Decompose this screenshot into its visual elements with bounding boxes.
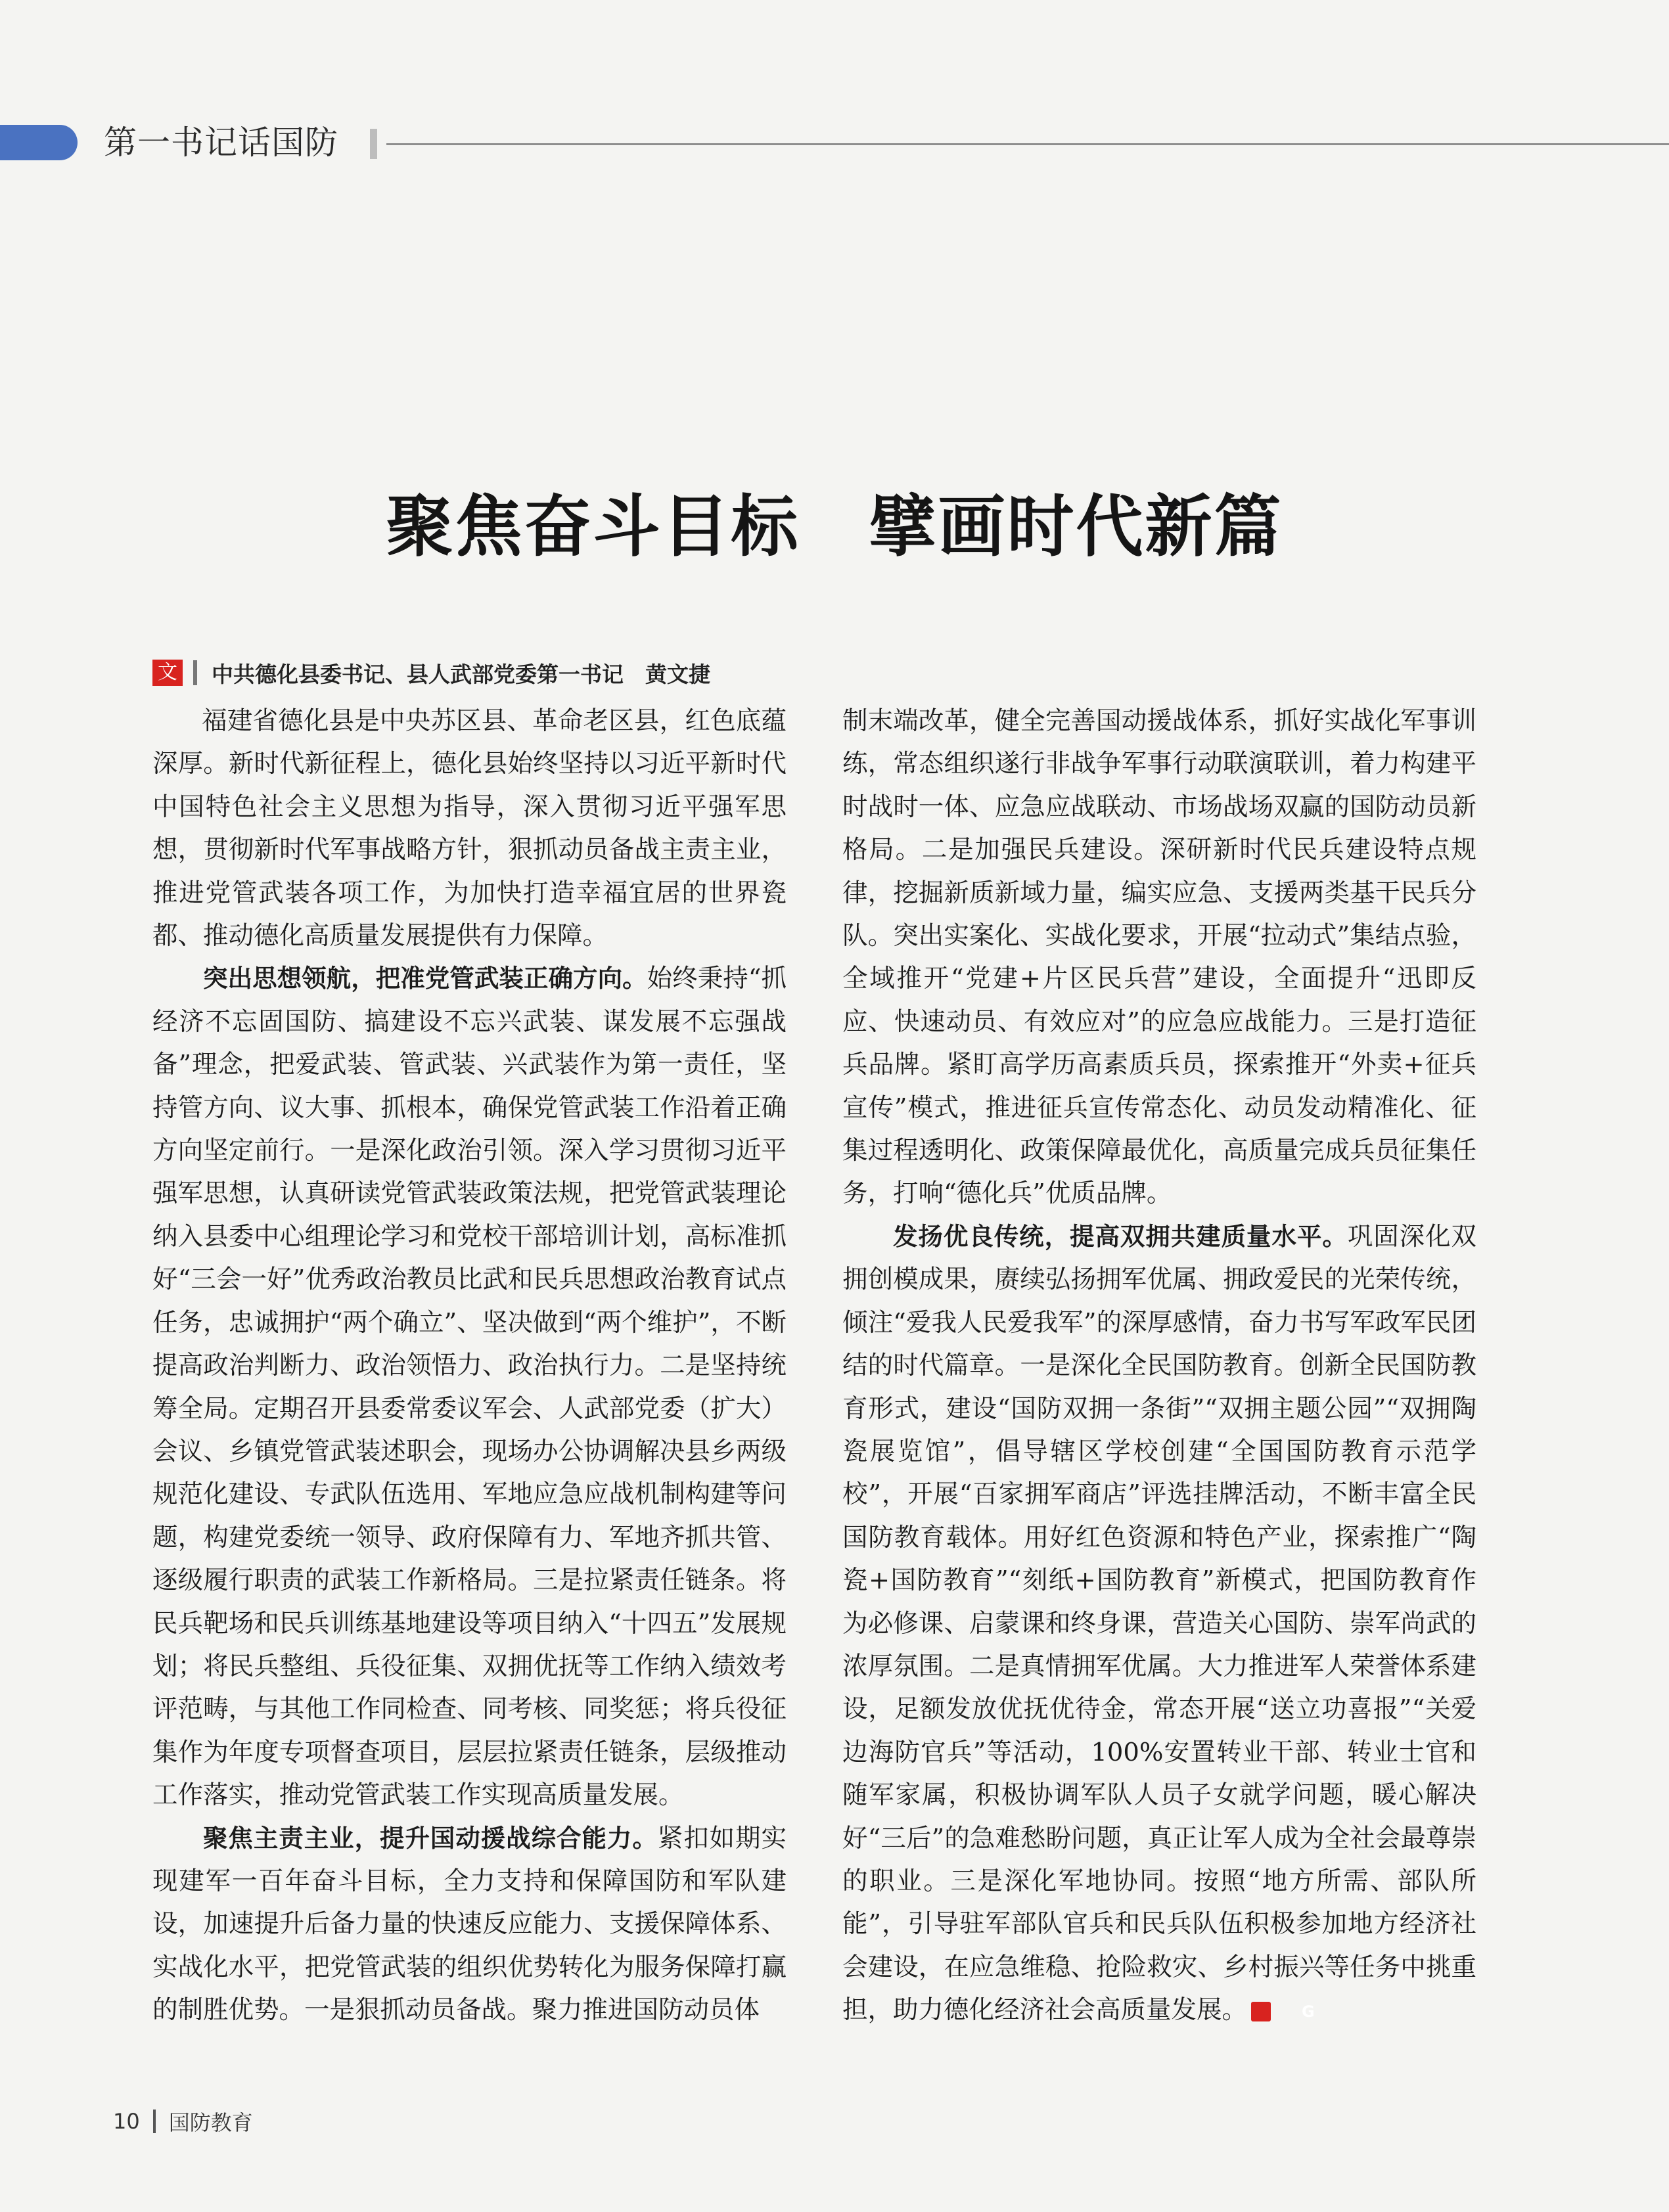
paragraph-body: 紧扣如期实现建军一百年奋斗目标，全力支持和保障国防和军队建设，加速提升后备力量的快速反应能力、支援保障体系、实战化水平，把党管武装的组织优势转化为服务保障打赢的制胜优势。一是狠抓动员备战。聚力推进国防动员体 — [152, 1823, 787, 2025]
page-number: 10 — [113, 2109, 140, 2134]
paragraph-fine-traditions — [842, 1215, 1476, 2032]
paragraph-main-responsibility — [152, 1817, 787, 2032]
paragraph-lead: 突出思想领航，把准党管武装正确方向。 — [203, 964, 647, 993]
paragraph-lead: 发扬优良传统，提高双拥共建质量水平。 — [893, 1221, 1348, 1251]
byline-divider — [193, 660, 197, 685]
end-mark-icon: G — [1251, 2002, 1271, 2021]
magazine-name: 国防教育 — [168, 2110, 253, 2135]
paragraph-ideological-leadership — [152, 957, 787, 1817]
byline — [152, 654, 710, 691]
section-title-divider — [370, 129, 377, 159]
article-column-right — [842, 700, 1476, 2032]
page-footer — [113, 2106, 253, 2137]
section-accent-pill — [0, 125, 78, 160]
paragraph-intro: 福建省德化县是中央苏区县、革命老区县，红色底蕴深厚。新时代新征程上，德化县始终坚持以习近平新时代中国特色社会主义思想为指导，深入贯彻习近平强军思想，贯彻新时代军事战略方针，狠抓动员备战主责主业，推进党管武装各项工作，为加快打造幸福宜居的世界瓷都、推动德化高质量发展提供有力保障。 — [152, 706, 787, 951]
section-title: 第一书记话国防 — [104, 124, 338, 162]
paragraph-continued: 制末端改革，健全完善国动援战体系，抓好实战化军事训练，常态组织遂行非战争军事行动联演联训，着力构建平时战时一体、应急应战联动、市场战场双赢的国防动员新格局。二是加强民兵建设。深研新时代民兵建设特点规律，挖掘新质新域力量，编实应急、支援两类基干民兵分队。突出实案化、实战化要求，开展“拉动式”集结点验，全域推开“党建+片区民兵营”建设，全面提升“迅即反应、快速动员、有效应对”的应急应战能力。三是打造征兵品牌。紧盯高学历高素质兵员，探索推开“外卖+征兵宣传”模式，推进征兵宣传常态化、动员发动精准化、征集过程透明化、政策保障最优化，高质量完成兵员征集任务，打响“德化兵”优质品牌。 — [842, 706, 1476, 1209]
paragraph-lead: 聚焦主责主业，提升国动援战综合能力。 — [203, 1823, 658, 1853]
paragraph-body: 巩固深化双拥创模成果，赓续弘扬拥军优属、拥政爱民的光荣传统，倾注“爱我人民爱我军”的深厚感情，奋力书写军政军民团结的时代篇章。一是深化全民国防教育。创新全民国防教育形式，建设“国防双拥一条街”“双拥主题公园”“双拥陶瓷展览馆”，倡导辖区学校创建“全国国防教育示范学校”，开展“百家拥军商店”评选挂牌活动，不断丰富全民国防教育载体。用好红色资源和特色产业，探索推广“陶瓷+国防教育”“刻纸+国防教育”新模式，把国防教育作为必修课、启蒙课和终身课，营造关心国防、崇军尚武的浓厚氛围。二是真情拥军优属。大力推进军人荣誉体系建设，足额发放优抚优待金，常态开展“送立功喜报”“关爱边海防官兵”等活动，100%安置转业干部、转业士官和随军家属，积极协调军队人员子女就学问题，暖心解决好“三后”的急难愁盼问题，真正让军人成为全社会最尊崇的职业。三是深化军地协同。按照“地方所需、部队所能”，引导驻军部队官兵和民兵队伍积极参加地方经济社会建设，在应急维稳、抢险救灾、乡村振兴等任务中挑重担，助力德化经济社会高质量发展。 — [842, 1221, 1476, 2025]
byline-text: 中共德化县委书记、县人武部党委第一书记 黄文捷 — [212, 661, 710, 687]
header-rule — [386, 143, 1669, 145]
article-column-left — [152, 700, 787, 2032]
article-headline: 聚焦奋斗目标 擘画时代新篇 — [386, 488, 1283, 567]
byline-tag: 文 — [152, 660, 183, 686]
paragraph-body: 始终秉持“抓经济不忘固国防、搞建设不忘兴武装、谋发展不忘强战备”理念，把爱武装、管武装、兴武装作为第一责任，坚持管方向、议大事、抓根本，确保党管武装工作沿着正确方向坚定前行。一是深化政治引领。深入学习贯彻习近平强军思想，认真研读党管武装政策法规，把党管武装理论纳入县委中心组理论学习和党校干部培训计划，高标准抓好“三会一好”优秀政治教员比武和民兵思想政治教育试点任务，忠诚拥护“两个确立”、坚决做到“两个维护”，不断提高政治判断力、政治领悟力、政治执行力。二是坚持统筹全局。定期召开县委常委议军会、人武部党委（扩大）会议、乡镇党管武装述职会，现场办公协调解决县乡两级规范化建设、专武队伍选用、军地应急应战机制构建等问题，构建党委统一领导、政府保障有力、军地齐抓共管、逐级履行职责的武装工作新格局。三是拉紧责任链条。将民兵靶场和民兵训练基地建设等项目纳入“十四五”发展规划；将民兵整组、兵役征集、双拥优抚等工作纳入绩效考评范畴，与其他工作同检查、同考核、同奖惩；将兵役征集作为年度专项督查项目，层层拉紧责任链条，层级推动工作落实，推动党管武装工作实现高质量发展。 — [152, 964, 787, 1811]
footer-divider — [153, 2110, 156, 2133]
